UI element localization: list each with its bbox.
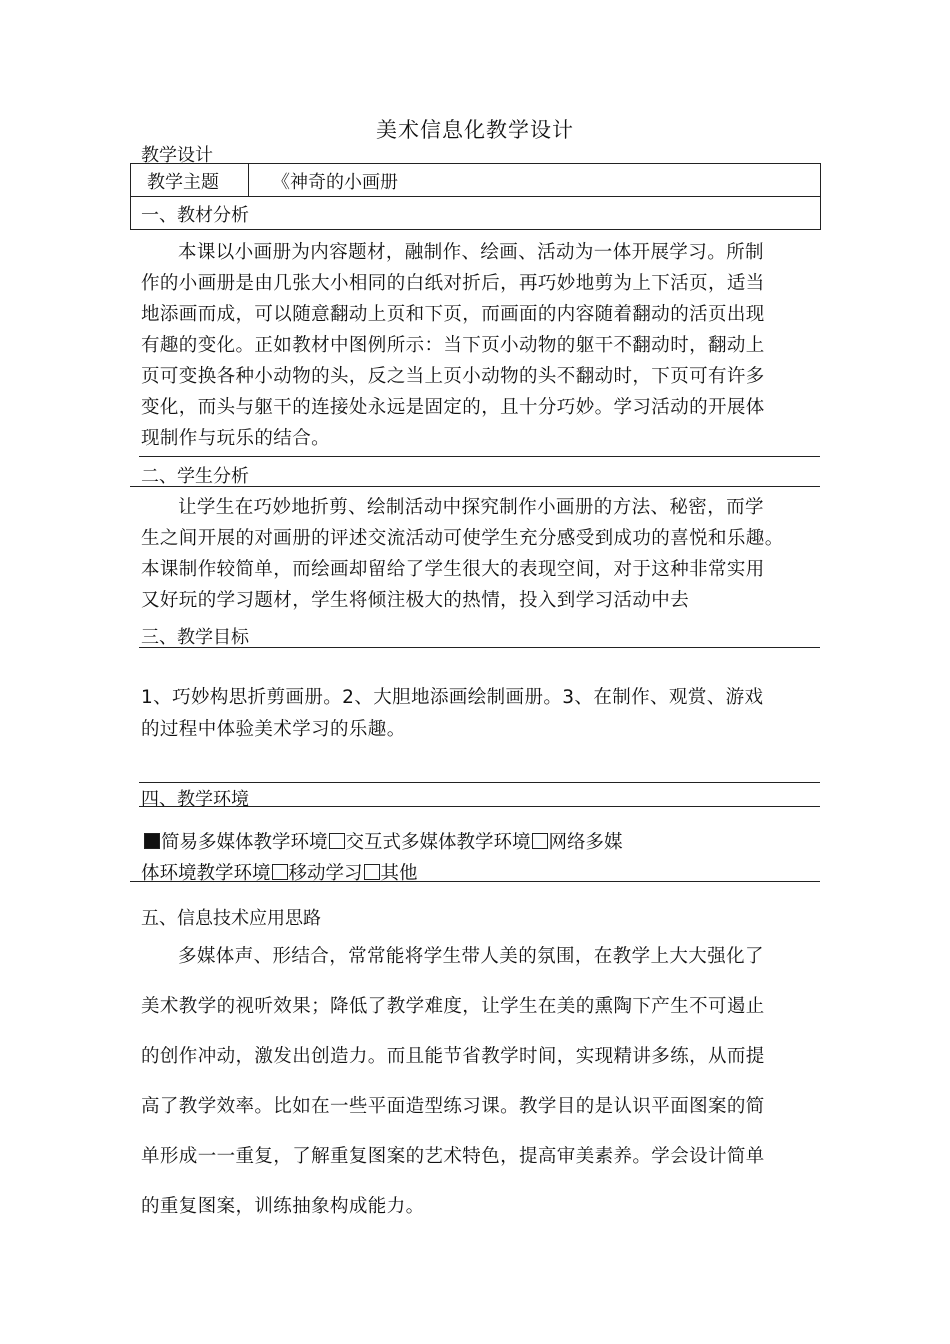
table-row-divider [130, 196, 820, 197]
environment-option-interactive: 交互式多媒体教学环境 [345, 832, 531, 853]
text-line: 多媒体声、形结合，常常能将学生带人美的氛围，在教学上大大强化了 [178, 946, 764, 967]
objectives-paragraph [141, 682, 831, 746]
section-divider [139, 782, 820, 783]
section-heading-material: 一、教材分析 [141, 205, 249, 226]
theme-value: 《神奇的小画册 [272, 172, 398, 193]
environment-option-simple: 简易多媒体教学环境 [161, 832, 328, 853]
table-top-border [130, 163, 820, 164]
text-line: 的创作冲动，激发出创造力。而且能节省教学时间，实现精讲多练，从而提 [141, 1046, 765, 1067]
text-line: 高了教学效率。比如在一些平面造型练习课。教学目的是认识平面图案的简 [141, 1096, 765, 1117]
table-right-border [820, 163, 821, 230]
section-heading-student: 二、学生分析 [141, 466, 249, 487]
section-divider [139, 806, 820, 807]
table-left-border [130, 163, 131, 230]
section-divider [130, 881, 820, 882]
text-line: 让学生在巧妙地折剪、绘制活动中探究制作小画册的方法、秘密，而学 [178, 497, 764, 518]
environment-option-network: 网络多媒 [548, 832, 623, 853]
unchecked-checkbox-icon[interactable] [532, 833, 548, 849]
text-line: 现制作与玩乐的结合。 [141, 428, 331, 449]
section-heading-objectives: 三、教学目标 [141, 627, 249, 648]
table-bottom-border [130, 229, 820, 230]
text-line: 变化，而头与躯干的连接处永远是固定的，且十分巧妙。学习活动的开展体 [141, 397, 765, 418]
text-line: 1、巧妙构思折剪画册。2、大胆地添画绘制画册。3、在制作、观赏、游戏 [141, 687, 764, 708]
text-line: 地添画而成，可以随意翻动上页和下页，而画面的内容随着翻动的活页出现 [141, 304, 765, 325]
section-divider [130, 486, 820, 487]
unchecked-checkbox-icon[interactable] [329, 833, 345, 849]
environment-options-line1 [143, 828, 623, 854]
design-label: 教学设计 [141, 145, 213, 166]
text-line: 页可变换各种小动物的头，反之当上页小动物的头不翻动时，下页可有许多 [141, 366, 765, 387]
text-line: 美术教学的视听效果；降低了教学难度，让学生在美的熏陶下产生不可遏止 [141, 996, 765, 1017]
text-line: 生之间开展的对画册的评述交流活动可使学生充分感受到成功的喜悦和乐趣。 [141, 528, 784, 549]
student-analysis-paragraph [141, 492, 841, 616]
text-line: 本课以小画册为内容题材，融制作、绘画、活动为一体开展学习。所制 [178, 242, 764, 263]
checked-checkbox-icon[interactable] [144, 833, 160, 849]
table-cell-divider [248, 163, 249, 196]
text-line: 作的小画册是由几张大小相同的白纸对折后，再巧妙地剪为上下活页，适当 [141, 273, 765, 294]
page-title: 美术信息化教学设计 [376, 118, 574, 142]
environment-option-network-cont: 体环境教学环境 [141, 863, 271, 884]
text-line: 单形成一一重复，了解重复图案的艺术特色，提高审美素养。学会设计简单 [141, 1146, 765, 1167]
section-divider [139, 647, 820, 648]
text-line: 的重复图案，训练抽象构成能力。 [141, 1196, 425, 1217]
section-heading-it-application: 五、信息技术应用思路 [141, 908, 321, 929]
section-divider [139, 456, 820, 457]
theme-label: 教学主题 [147, 172, 219, 193]
unchecked-checkbox-icon[interactable] [364, 864, 380, 880]
environment-option-mobile: 移动学习 [288, 863, 363, 884]
material-analysis-paragraph [141, 237, 831, 454]
unchecked-checkbox-icon[interactable] [272, 864, 288, 880]
text-line: 本课制作较简单，而绘画却留给了学生很大的表现空间，对于这种非常实用 [141, 559, 765, 580]
text-line: 又好玩的学习题材，学生将倾注极大的热情，投入到学习活动中去 [141, 590, 690, 611]
it-application-paragraph [141, 932, 831, 1232]
text-line: 的过程中体验美术学习的乐趣。 [141, 719, 406, 740]
section-heading-environment: 四、教学环境 [141, 789, 249, 810]
environment-option-other: 其他 [380, 863, 418, 884]
text-line: 有趣的变化。正如教材中图例所示：当下页小动物的躯干不翻动时，翻动上 [141, 335, 765, 356]
